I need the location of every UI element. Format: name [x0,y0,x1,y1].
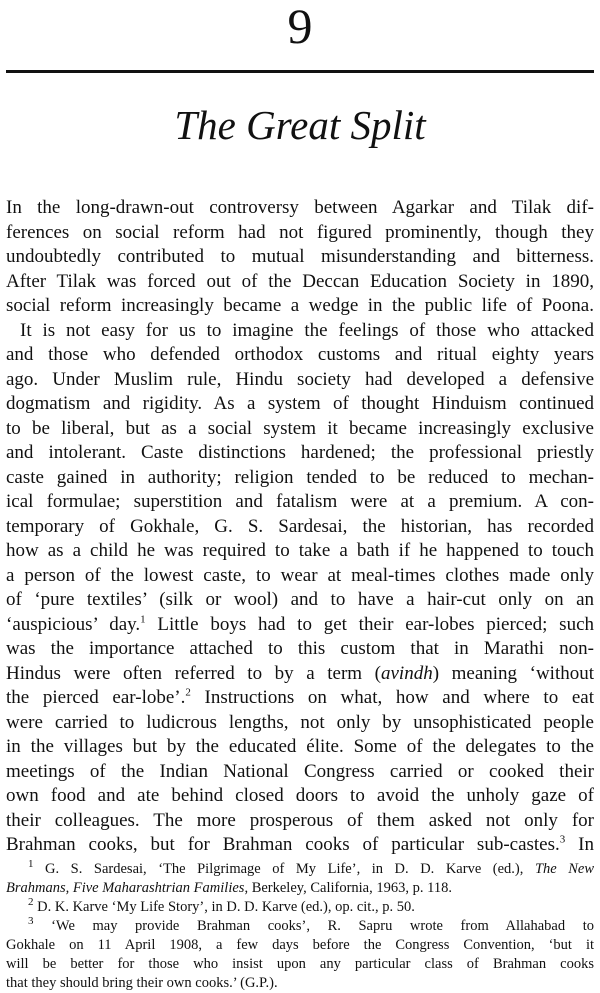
text-segment: Hindus were often referred to by a term ( [6,662,381,684]
footnote-1-line [6,860,594,879]
text-segment: Brahman cooks, but for Brahman cooks of particular sub-castes. [6,834,560,855]
text-line: in the villages but by the educated élite. Some of the delegates to the [6,736,594,757]
text-line: social reform increasingly became a wedge in the public life of Poona. [6,295,594,316]
footnote-3-line: will be better for those who insist upon any particular class of Brahman cooks [6,956,594,972]
text-line: undoubtedly contributed to mutual misunderstanding and bitterness. [6,246,594,267]
footnote-marker: 3 [28,915,34,928]
footnote-text: ‘We may provide Brahman cooks’, R. Sapru wrote from Allahabad to [33,918,594,934]
text-line: ago. Under Muslim rule, Hindu society had developed a defensive [6,368,594,390]
text-line: In the long-drawn-out controversy between Agarkar and Tilak dif- [6,197,594,218]
text-line: ical formulae; superstition and fatalism were at a premium. A con- [6,491,594,512]
footnote-3-line: that they should bring their own cooks.’ (G.P.). [6,975,278,991]
footnote-2-line [6,898,594,917]
text-line: was the importance attached to this custom that in Marathi non- [6,638,594,659]
footnote-ref: 2 [185,686,191,699]
text-line: caste gained in authority; religion tended to be reduced to mechan- [6,466,594,488]
text-segment: the pierced ear-lobe’. [6,687,186,708]
text-segment: ) meaning ‘without [432,662,595,684]
text-line: to be liberal, but as a social system it became increasingly exclusive [6,417,594,439]
text-line: a person of the lowest caste, to wear at meal-times clothes made only [6,564,594,586]
footnote-marker: 2 [28,896,34,909]
text-line: and intolerant. Caste distinctions hardened; the professional priestly [6,442,594,463]
text-line: were carried to ludicrous lengths, not only by unsophisticated people [6,711,594,733]
text-line: their colleagues. The more prosperous of them asked not only for [6,809,594,831]
body-text [6,196,594,858]
text-line [6,613,594,638]
text-line: meetings of the Indian National Congress carried or cooked their [6,760,594,782]
footnote-3-line: Gokhale on 11 April 1908, a few days before the Congress Convention, ‘but it [6,937,594,953]
chapter-title: The Great Split [174,102,426,148]
text-line [6,686,594,711]
footnote-ref: 3 [559,833,566,846]
footnote-italic: Brahmans, Five Maharashtrian Families [6,880,245,896]
footnote-text: D. K. Karve ‘My Life Story’, in D. D. Karve (ed.), op. cit., p. 50. [33,899,415,915]
footnote-1-line [6,879,594,898]
text-line: temporary of Gokhale, G. S. Sardesai, the historian, has recorded [6,515,594,537]
chapter-divider-rule [6,70,594,73]
footnotes [6,860,594,993]
footnote-italic: The New [534,861,595,877]
chapter-number: 9 [287,0,313,54]
italic-term: avindh [380,662,433,684]
text-line: of ‘pure textiles’ (silk or wool) and to have a hair-cut only on an [6,589,594,610]
text-line: and those who defended orthodox customs and ritual eighty years [6,344,594,365]
text-line [6,662,594,687]
text-line: dogmatism and rigidity. As a system of thought Hinduism continued [6,393,594,414]
text-line: It is not easy for us to imagine the feelings of those who attacked [20,319,594,341]
text-segment: Little boys had to get their ear-lobes pierced; such [145,613,594,635]
text-segment: In [565,834,594,855]
footnote-text: G. S. Sardesai, ‘The Pilgrimage of My Life’, in D. D. Karve (ed.), [33,861,535,877]
footnote-marker: 1 [28,858,34,871]
text-segment: ‘auspicious’ day. [6,613,141,635]
text-line: own food and ate behind closed doors to avoid the unholy gaze of [6,785,594,806]
text-line: how as a child he was required to take a bath if he happened to touch [6,540,594,561]
footnote-text: , Berkeley, California, 1963, p. 118. [244,880,452,896]
footnote-3-line [6,917,594,936]
text-line: After Tilak was forced out of the Deccan Education Society in 1890, [6,270,594,292]
footnote-ref: 1 [140,613,146,626]
text-line: ferences on social reform had not figured prominently, though they [6,221,594,243]
text-segment: Instructions on what, how and where to eat [190,687,594,708]
text-line [6,833,594,858]
